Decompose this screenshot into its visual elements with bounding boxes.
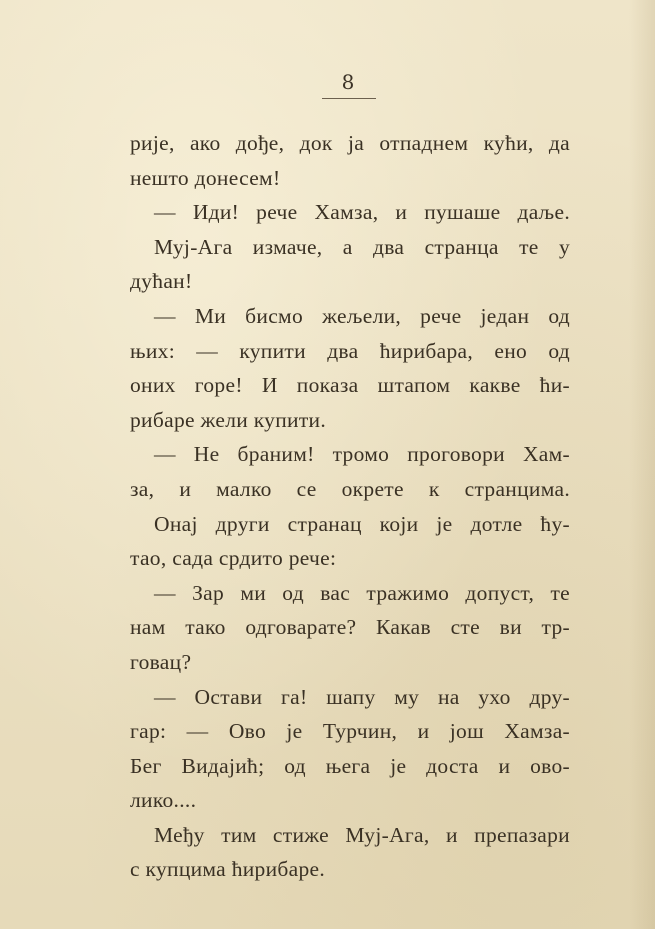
text-line: за, и малко се окрете к странцима. <box>130 476 570 501</box>
text-line: рибаре жели купити. <box>130 407 327 432</box>
text-line: — Ми бисмо жељели, рече један од <box>154 303 570 328</box>
text-line: Бег Видајић; од њега је доста и ово- <box>130 753 570 778</box>
text-line: нам тако одговарате? Какав сте ви тр- <box>130 615 570 640</box>
text-line: — Не браним! тромо проговори Хам- <box>154 442 570 467</box>
text-line: оних горе! И показа штапом какве ћи- <box>130 373 570 398</box>
text-line: говац? <box>130 649 192 674</box>
text-line: гар: — Ово је Турчин, и још Хамза- <box>130 719 570 744</box>
text-line: лико.... <box>130 788 197 813</box>
page-number: 8 <box>341 70 355 94</box>
text-line: Муј-Ага измаче, а два странца те у <box>154 234 570 259</box>
text-line: — Зар ми од вас тражимо допуст, те <box>154 580 570 605</box>
text-line: нешто донесем! <box>130 165 281 190</box>
page-number-rule <box>322 98 376 99</box>
text-line: Међу тим стиже Муј-Ага, и препазари <box>154 822 570 847</box>
text-line: — Остави га! шапу му на ухо дру- <box>154 684 570 709</box>
text-line: — Иди! рече Хамза, и пушаше даље. <box>154 200 570 225</box>
text-line: рије, ако дође, док ја отпаднем кући, да <box>130 131 570 155</box>
text-line: њих: — купити два ћирибара, ено од <box>130 338 570 363</box>
body-text <box>130 126 570 887</box>
text-line: с купцима ћирибаре. <box>130 857 326 882</box>
text-line: тао, сада срдито рече: <box>130 546 337 571</box>
text-line: Онај други странац који је дотле ћу- <box>154 511 570 536</box>
text-line: дућан! <box>130 269 193 294</box>
